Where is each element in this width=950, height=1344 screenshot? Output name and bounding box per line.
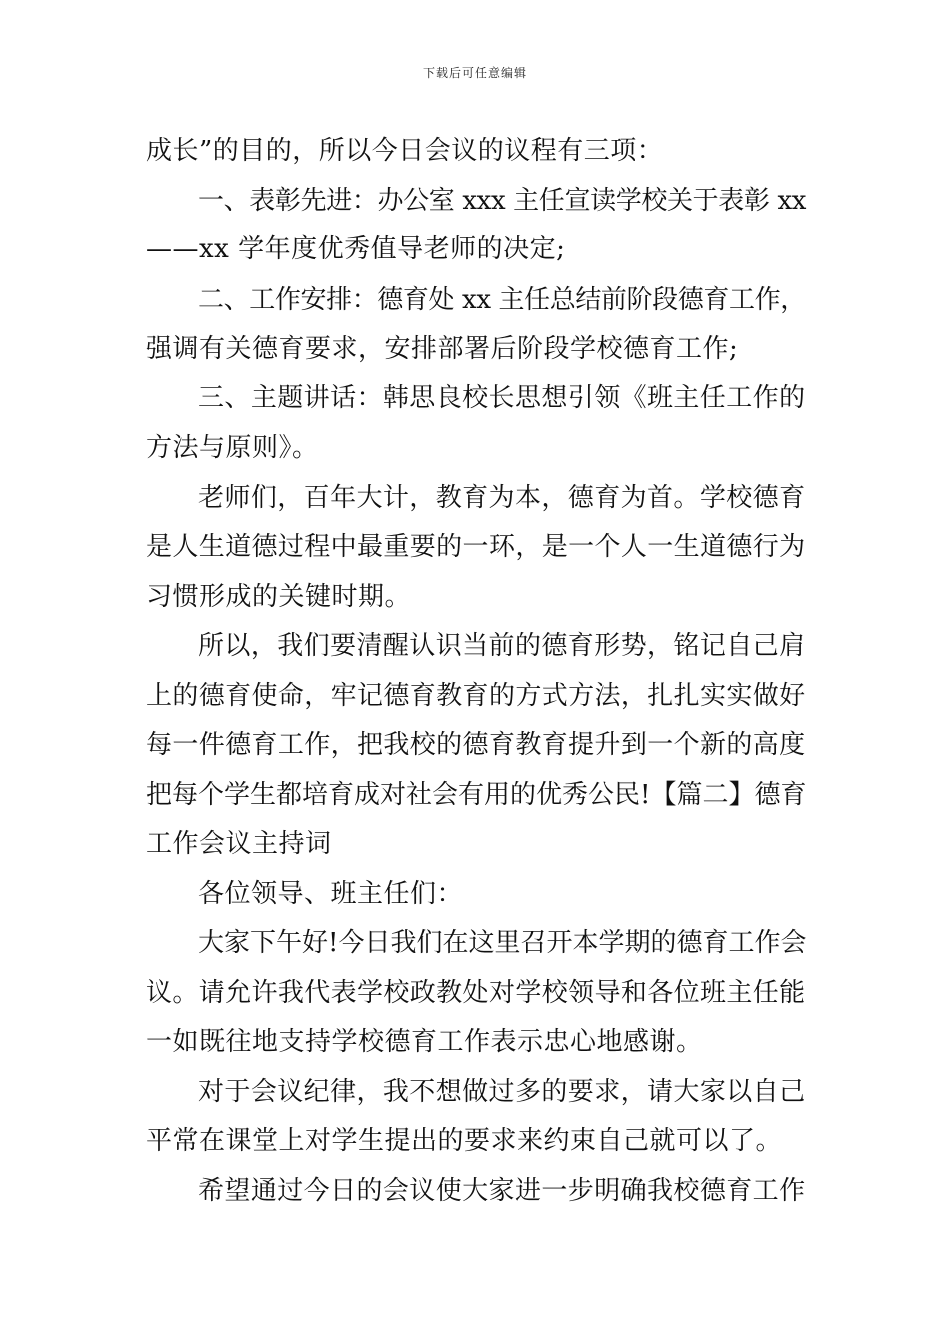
text-line: 把每个学生都培育成对社会有用的优秀公民!【篇二】德育 bbox=[146, 780, 807, 810]
text-line: 议。请允许我代表学校政教处对学校领导和各位班主任能 bbox=[146, 978, 806, 1008]
text-line: 强调有关德育要求，安排部署后阶段学校德育工作; bbox=[146, 334, 739, 364]
text-line: 所以，我们要清醒认识当前的德育形势，铭记自己肩 bbox=[198, 631, 806, 661]
text-line: 希望通过今日的会议使大家进一步明确我校德育工作 bbox=[198, 1176, 806, 1206]
text-line: 方法与原则》。 bbox=[146, 433, 319, 463]
text-line: 习惯形成的关键时期。 bbox=[146, 582, 412, 612]
text-line: 上的德育使命，牢记德育教育的方式方法，扎扎实实做好 bbox=[146, 681, 806, 711]
text-line: 成长”的目的，所以今日会议的议程有三项： bbox=[146, 136, 664, 166]
text-line: 平常在课堂上对学生提出的要求来约束自己就可以了。 bbox=[146, 1126, 783, 1156]
text-line: 老师们，百年大计，教育为本，德育为首。学校德育 bbox=[198, 483, 806, 513]
text-line: 大家下午好!今日我们在这里召开本学期的德育工作会 bbox=[198, 928, 807, 958]
page-header: 下载后可任意编辑 bbox=[422, 66, 527, 80]
text-line: 各位领导、班主任们： bbox=[198, 879, 464, 909]
text-line: 一如既往地支持学校德育工作表示忠心地感谢。 bbox=[146, 1027, 703, 1057]
text-line: 三、主题讲话：韩思良校长思想引领《班主任工作的 bbox=[198, 383, 806, 413]
text-line: 工作会议主持词 bbox=[146, 829, 332, 859]
text-line: 对于会议纪律，我不想做过多的要求，请大家以自己 bbox=[198, 1077, 806, 1107]
text-line: 每一件德育工作，把我校的德育教育提升到一个新的高度 bbox=[146, 730, 806, 760]
text-line: 一、表彰先进：办公室 xxx 主任宣读学校关于表彰 xx bbox=[198, 186, 807, 216]
text-line: 是人生道德过程中最重要的一环，是一个人一生道德行为 bbox=[146, 532, 806, 562]
text-line: ——xx 学年度优秀值导老师的决定; bbox=[146, 234, 566, 264]
text-line: 二、工作安排：德育处 xx 主任总结前阶段德育工作， bbox=[198, 285, 806, 315]
